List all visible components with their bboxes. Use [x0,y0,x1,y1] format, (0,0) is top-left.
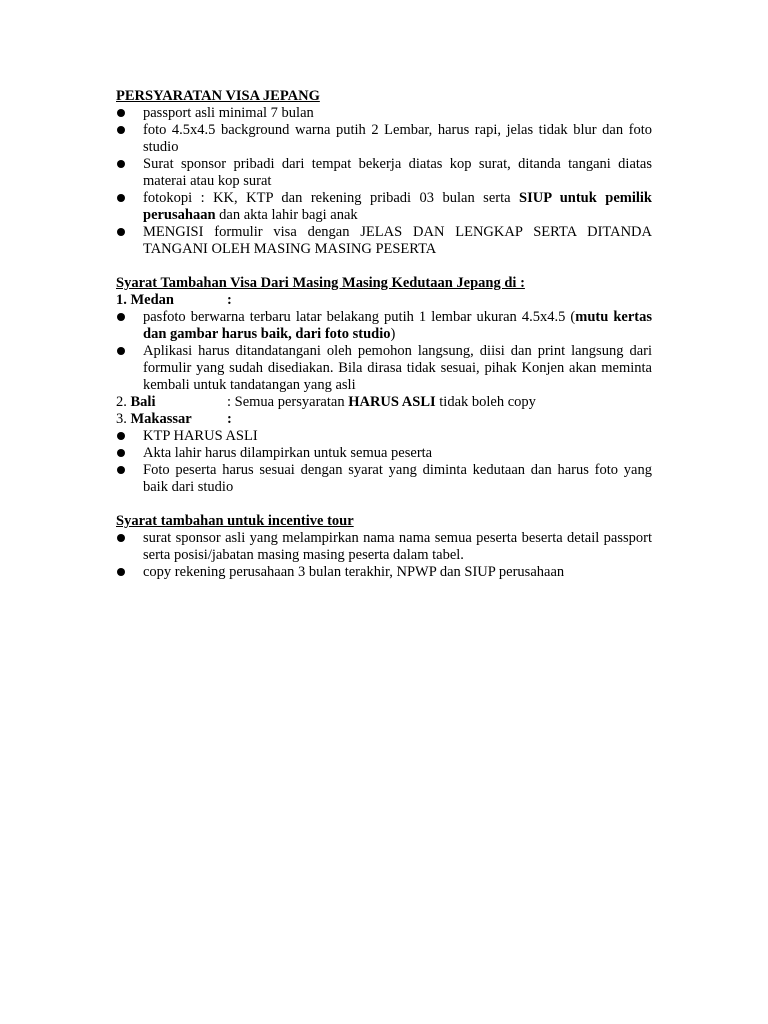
list-item: copy rekening perusahaan 3 bulan terakhir, NPWP dan SIUP perusahaan [116,564,652,581]
list-item: foto 4.5x4.5 background warna putih 2 Lembar, harus rapi, jelas tidak blur dan foto studio [116,122,652,156]
document-title: PERSYARATAN VISA JEPANG [116,88,320,104]
document-content [116,88,652,581]
list-item: Surat sponsor pribadi dari tempat bekerja diatas kop surat, ditanda tangani diatas materai atau kop surat [116,156,652,190]
list-item: MENGISI formulir visa dengan JELAS DAN LENGKAP SERTA DITANDA TANGANI OLEH MASING MASING PESERTA [116,224,652,258]
bali-label: 2. Bali : Semua persyaratan HARUS ASLI tidak boleh copy [116,394,536,410]
makassar-list [116,428,652,496]
list-item: fotokopi : KK, KTP dan rekening pribadi 03 bulan serta SIUP untuk pemilik perusahaan dan akta lahir bagi anak [116,190,652,224]
general-requirements-list [116,105,652,258]
list-item: Aplikasi harus ditandatangani oleh pemohon langsung, diisi dan print langsung dari formulir yang sudah disediakan. Bila dirasa tidak sesuai, pihak Konjen akan meminta kembali untuk tandatangan yang asli [116,343,652,394]
makassar-label: 3. Makassar : [116,411,232,427]
incentive-list [116,530,652,581]
list-item: Foto peserta harus sesuai dengan syarat yang diminta kedutaan dan harus foto yang baik dari studio [116,462,652,496]
list-item: Akta lahir harus dilampirkan untuk semua peserta [116,445,652,462]
list-item: pasfoto berwarna terbaru latar belakang putih 1 lembar ukuran 4.5x4.5 (mutu kertas dan gambar harus baik, dari foto studio) [116,309,652,343]
list-item: KTP HARUS ASLI [116,428,652,445]
list-item: passport asli minimal 7 bulan [116,105,652,122]
consulate-heading: Syarat Tambahan Visa Dari Masing Masing Kedutaan Jepang di : [116,275,525,291]
medan-label: 1. Medan : [116,292,232,308]
medan-list [116,309,652,394]
incentive-heading: Syarat tambahan untuk incentive tour [116,513,354,529]
list-item: surat sponsor asli yang melampirkan nama nama semua peserta beserta detail passport serta posisi/jabatan masing masing peserta dalam tabel. [116,530,652,564]
